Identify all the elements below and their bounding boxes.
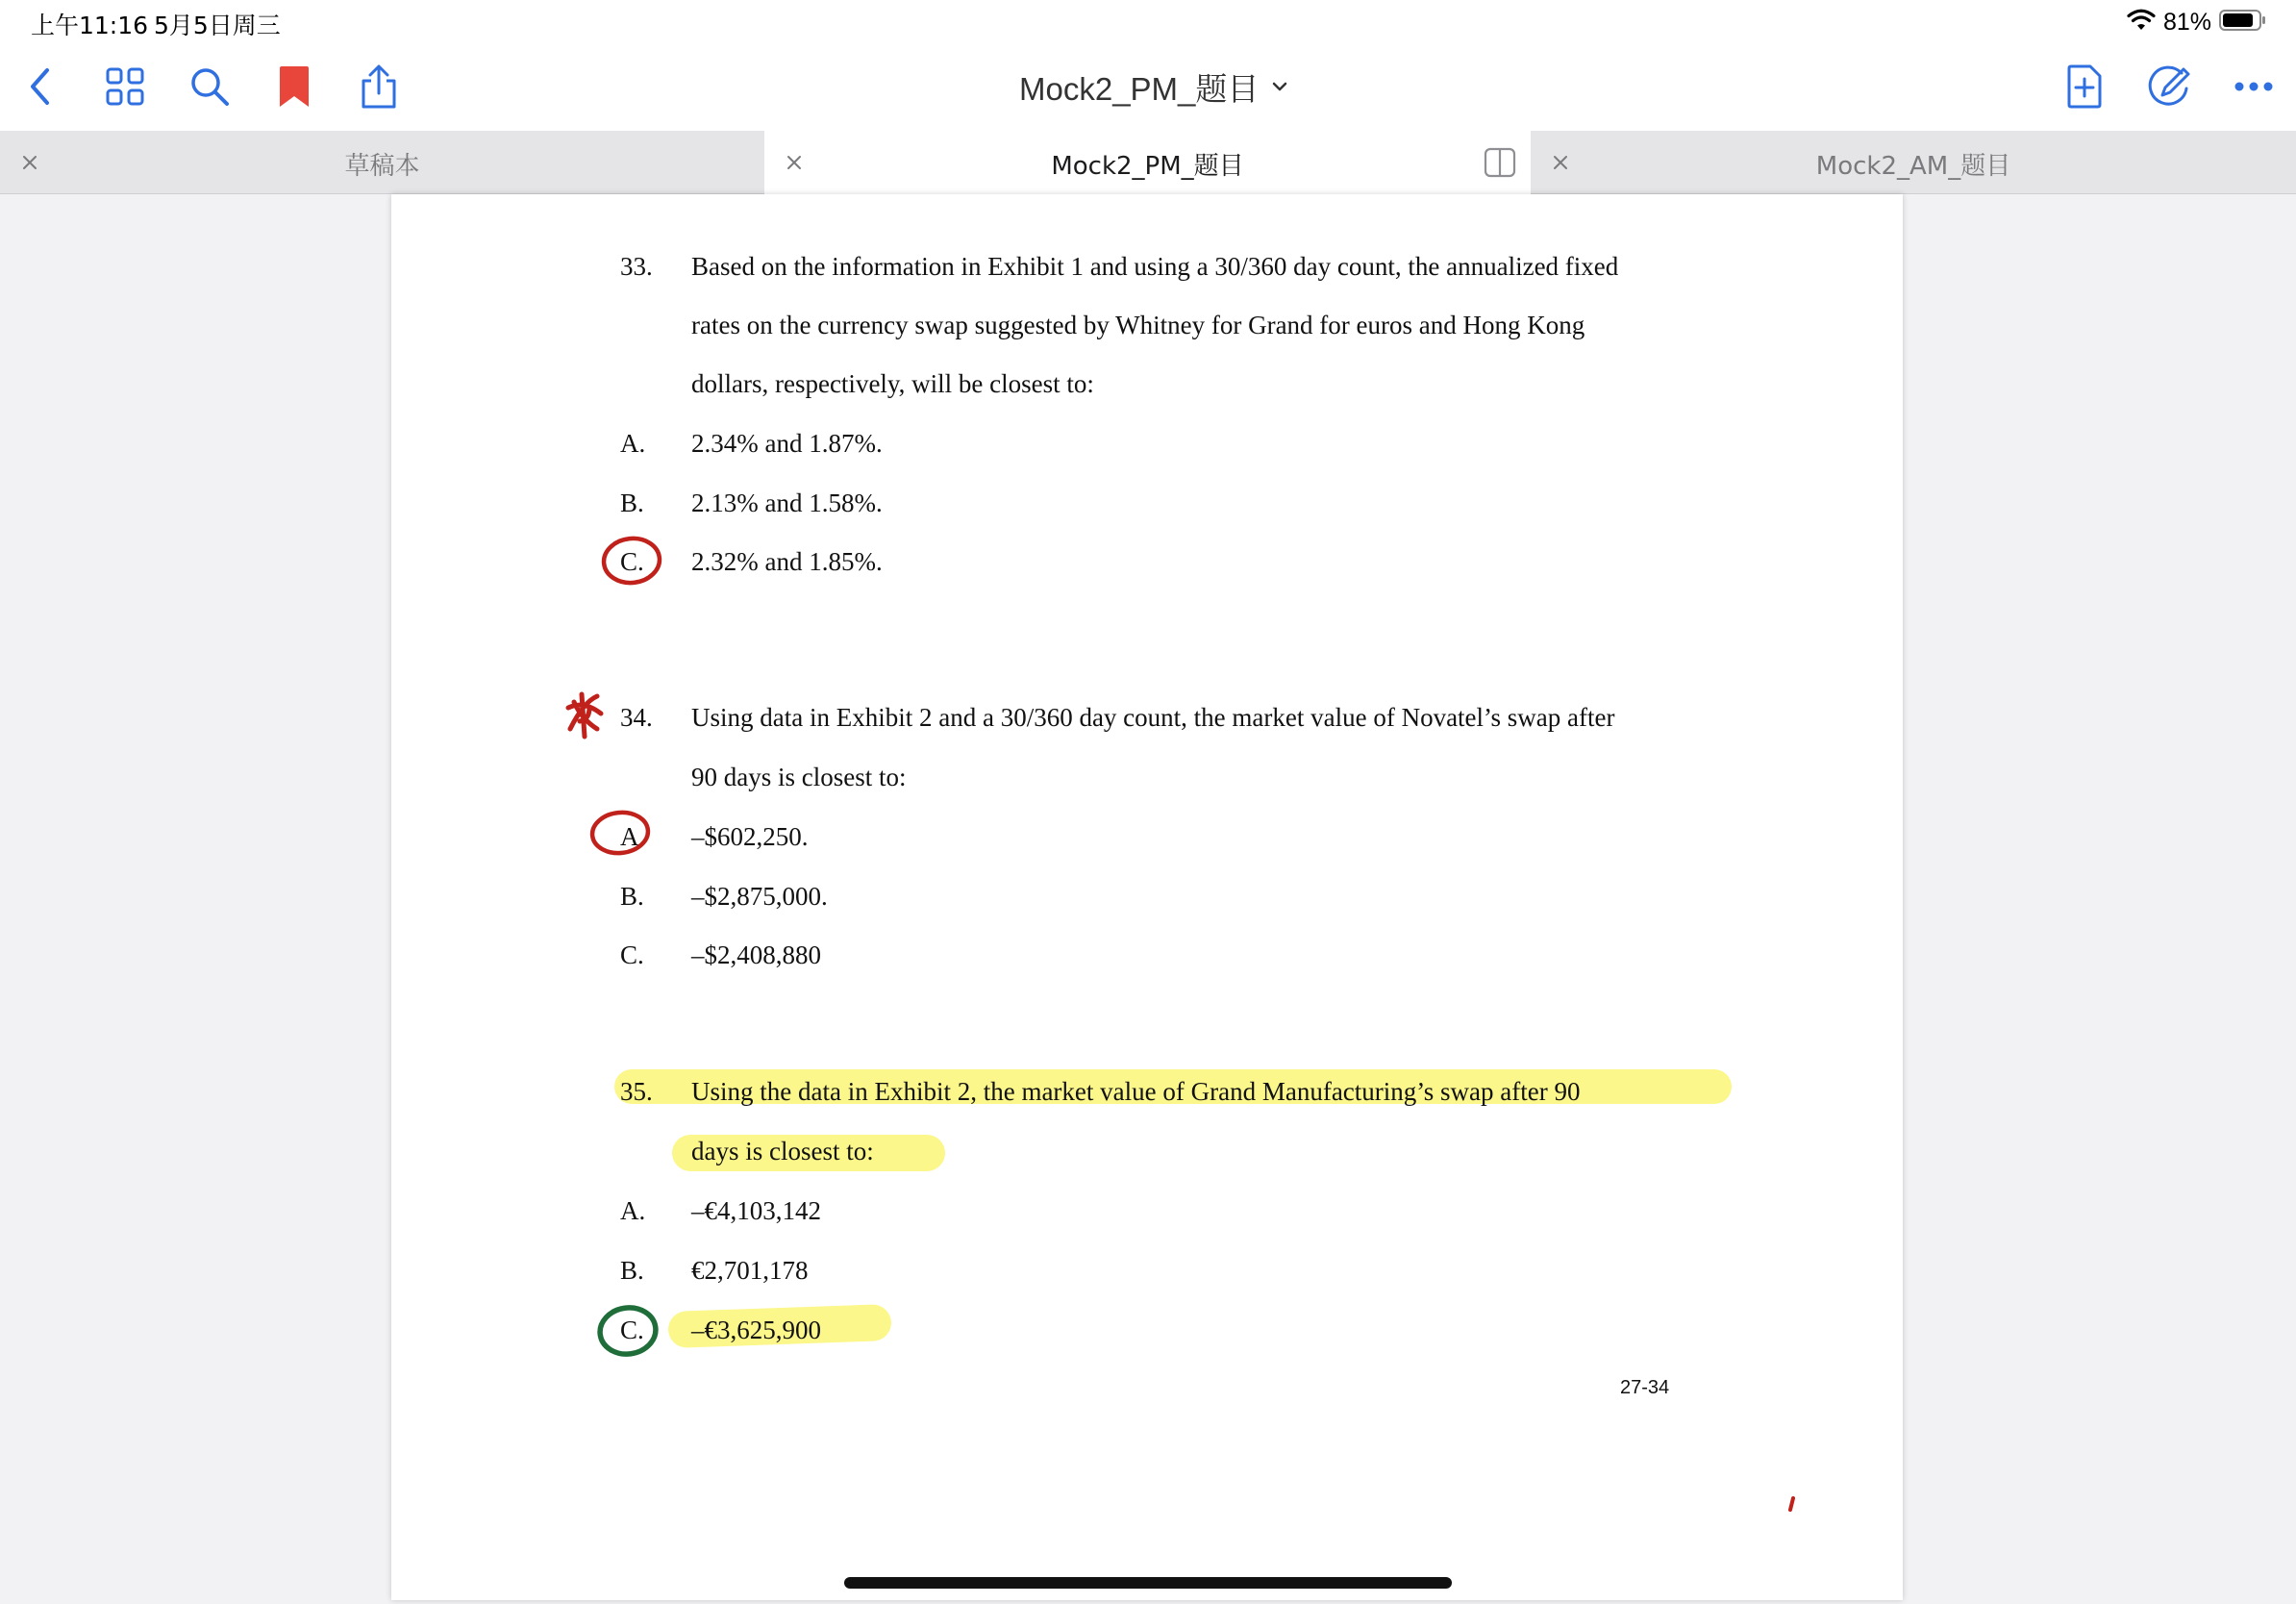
red-circle-annotation [602, 536, 661, 586]
page-number: 27-34 [1620, 1377, 1670, 1398]
home-indicator[interactable] [844, 1577, 1452, 1589]
question-text-line: dollars, respectively, will be closest to: [691, 369, 1094, 398]
share-button[interactable] [354, 62, 404, 112]
option-text: –$602,250. [691, 822, 809, 851]
tab-scratchpad[interactable] [0, 131, 764, 194]
option-letter: C. [620, 940, 644, 969]
more-button[interactable] [2229, 62, 2279, 112]
option-text: –$2,408,880 [691, 940, 821, 969]
question-text-line: rates on the currency swap suggested by Whitney for Grand for euros and Hong Kong [691, 311, 1585, 339]
battery-icon [2219, 9, 2267, 37]
option-text: 2.34% and 1.87%. [691, 429, 883, 458]
question-text-line: Based on the information in Exhibit 1 and using a 30/360 day count, the annualized fixed [691, 252, 1619, 281]
option-letter: A. [620, 1196, 646, 1225]
tab-label: Mock2_AM_题目 [1815, 152, 2011, 181]
toolbar [0, 42, 2296, 131]
red-tick-annotation [1790, 1498, 1793, 1510]
ink-annotation-layer [391, 194, 1903, 1600]
bookmark-button[interactable] [269, 62, 319, 112]
document-title: Mock2_PM_题目 [1019, 70, 1260, 107]
option-text: –€4,103,142 [691, 1196, 821, 1225]
question-text-line: 90 days is closest to: [691, 763, 907, 791]
red-star-annotation [568, 694, 601, 737]
add-page-button[interactable] [2059, 62, 2109, 112]
option-letter: B. [620, 1256, 644, 1285]
pencil-circle-icon [2147, 64, 2191, 109]
back-button[interactable] [15, 62, 65, 112]
wifi-icon [2127, 9, 2156, 37]
option-text: –$2,875,000. [691, 882, 828, 911]
option-letter: B. [620, 489, 644, 517]
thumbnails-button[interactable] [100, 62, 150, 112]
status-date: 5月5日周三 [154, 12, 281, 39]
tab-bar [0, 131, 2296, 194]
option-letter: A. [620, 429, 646, 458]
option-letter: C. [620, 1316, 644, 1344]
battery-percent: 81% [2162, 8, 2211, 36]
option-text: €2,701,178 [691, 1256, 809, 1285]
question-text-line: Using the data in Exhibit 2, the market value of Grand Manufacturing’s swap after 90 [691, 1077, 1581, 1106]
question-text-line: Using data in Exhibit 2 and a 30/360 day count, the market value of Novatel’s swap after [691, 703, 1615, 732]
chevron-down-icon [1272, 81, 1287, 92]
grid-icon [106, 67, 144, 106]
tab-mock2-pm[interactable] [764, 131, 1531, 194]
option-text: 2.32% and 1.85%. [691, 547, 883, 576]
search-button[interactable] [185, 62, 235, 112]
more-icon [2234, 81, 2274, 92]
search-icon [189, 66, 230, 107]
option-letter: A. [620, 822, 646, 851]
option-text: –€3,625,900 [691, 1316, 821, 1344]
red-circle-annotation [590, 810, 650, 856]
status-bar [0, 0, 2296, 42]
share-icon [360, 64, 398, 109]
question-number: 33. [620, 252, 653, 281]
document-title-menu[interactable] [1019, 65, 1287, 108]
option-letter: B. [620, 882, 644, 911]
chevron-left-icon [26, 66, 55, 107]
split-view-icon[interactable] [1483, 145, 1517, 180]
status-right [2127, 8, 2267, 37]
pdf-page[interactable] [391, 194, 1903, 1600]
bookmark-icon [278, 65, 311, 108]
add-page-icon [2065, 64, 2104, 109]
status-time: 上午11:16 [31, 12, 149, 39]
question-text-line: days is closest to: [691, 1137, 874, 1165]
tab-label: Mock2_PM_题目 [1051, 152, 1244, 181]
question-number: 34. [620, 703, 653, 732]
question-number: 35. [620, 1077, 653, 1106]
option-text: 2.13% and 1.58%. [691, 489, 883, 517]
tab-mock2-am[interactable] [1531, 131, 2296, 194]
tab-label: 草稿本 [344, 152, 420, 181]
markup-button[interactable] [2144, 62, 2194, 112]
green-circle-annotation [597, 1304, 659, 1358]
option-letter: C. [620, 547, 644, 576]
